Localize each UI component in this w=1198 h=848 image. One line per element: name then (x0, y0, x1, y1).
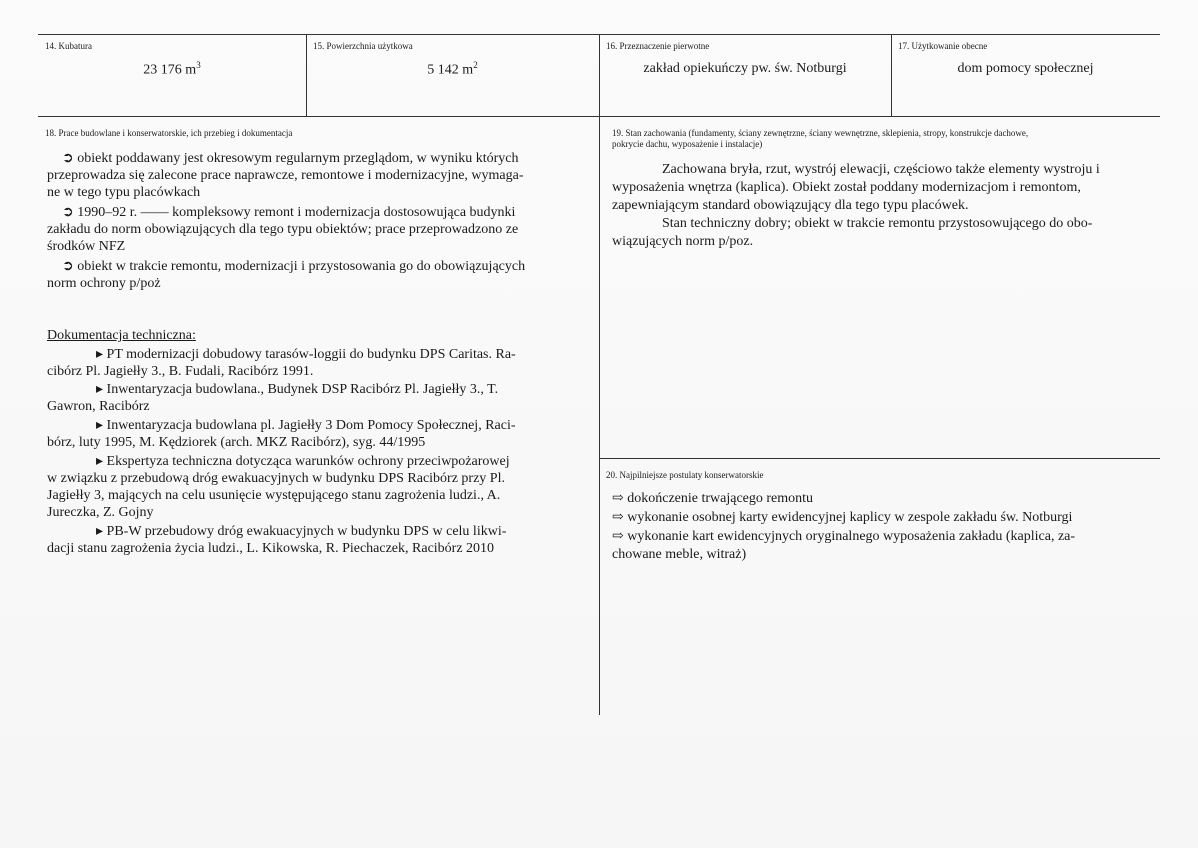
przeznaczenie-value: zakład opiekuńczy pw. św. Notburgi (643, 61, 847, 76)
section18-line: zakładu do norm obowiązujących dla tego typu obiektów; prace przeprowadzono ze (47, 222, 519, 237)
section20-line: chowane meble, witraż) (612, 547, 747, 562)
powierzchnia-label: 15. Powierzchnia użytkowa (313, 41, 413, 51)
section18-line: ➲ 1990–92 r. —— kompleksowy remont i modernizacja dostosowująca budynki (62, 205, 516, 220)
doc-line: dacji stanu zagrożenia życia ludzi., L. Kikowska, R. Piechaczek, Racibórz 2010 (47, 541, 495, 556)
section18-line: ➲ obiekt w trakcie remontu, modernizacji i przystosowania go do obowiązujących (62, 259, 526, 274)
section18-line: środków NFZ (47, 239, 126, 254)
doc-line: ▸ Ekspertyza techniczna dotycząca warunków ochrony przeciwpożarowej (96, 454, 510, 469)
section19-line: zapewniającym standard obowiązujący dla tego typu placówek. (612, 198, 969, 213)
przeznaczenie-label: 16. Przeznaczenie pierwotne (606, 41, 710, 51)
uzytkowanie-label: 17. Użytkowanie obecne (898, 41, 988, 51)
section20-line: ⇨ wykonanie kart ewidencyjnych oryginalnego wyposażenia zakładu (kaplica, za- (612, 529, 1076, 544)
section19-label-line2: pokrycie dachu, wyposażenie i instalacje) (612, 139, 763, 149)
uzytkowanie-value: dom pomocy społecznej (957, 61, 1094, 76)
doc-line: bórz, luty 1995, M. Kędziorek (arch. MKZ Racibórz), syg. 44/1995 (47, 435, 426, 450)
section18-line: norm ochrony p/poż (47, 276, 161, 291)
doc-line: Jureczka, Z. Gojny (47, 505, 154, 520)
doc-line: ▸ Inwentaryzacja budowlana., Budynek DSP Racibórz Pl. Jagiełły 3., T. (96, 382, 499, 397)
doc-line: ▸ PT modernizacji dobudowy tarasów-loggii do budynku DPS Caritas. Ra- (96, 347, 516, 362)
kubatura-label: 14. Kubatura (45, 41, 92, 51)
section19-line: wyposażenia wnętrza (kaplica). Obiekt został poddany modernizacjom i remontom, (612, 180, 1081, 195)
section18-line: ➲ obiekt poddawany jest okresowym regularnym przeglądom, w wyniku których (62, 151, 519, 166)
section19-bottom-rule (599, 458, 1160, 459)
doc-line: cibórz Pl. Jagiełły 3., B. Fudali, Racibórz 1991. (47, 364, 314, 379)
doc-line: ▸ Inwentaryzacja budowlana pl. Jagiełły 3 Dom Pomocy Społecznej, Raci- (96, 418, 516, 433)
section19-line: Stan techniczny dobry; obiekt w trakcie remontu przystosowującego do obo- (662, 216, 1093, 231)
doc-line: w związku z przebudową dróg ewakuacyjnych w budynku DPS Racibórz przy Pl. (47, 471, 505, 486)
section20-label: 20. Najpilniejsze postulaty konserwatorskie (606, 470, 764, 480)
kubatura-value (38, 60, 306, 79)
section18-label: 18. Prace budowlane i konserwatorskie, ich przebieg i dokumentacja (45, 128, 293, 138)
kubatura-exponent: 3 (196, 60, 201, 70)
section20-line: ⇨ wykonanie osobnej karty ewidencyjnej kaplicy w zespole zakładu św. Notburgi (612, 510, 1073, 525)
powierzchnia-exponent: 2 (473, 60, 478, 70)
powierzchnia-number: 5 142 m (427, 62, 474, 78)
section18-line: przeprowadza się zalecone prace naprawcze, remontowe i modernizacyjne, wymaga- (47, 168, 524, 183)
kubatura-number: 23 176 m (143, 62, 197, 78)
section20-line: ⇨ dokończenie trwającego remontu (612, 491, 814, 506)
doc-line: ▸ PB-W przebudowy dróg ewakuacyjnych w budynku DPS w celu likwi- (96, 524, 507, 539)
divider-16 (599, 34, 600, 715)
doc-heading: Dokumentacja techniczna: (47, 328, 196, 343)
section19-label-line1: 19. Stan zachowania (fundamenty, ściany zewnętrzne, ściany wewnętrzne, sklepienia, stropy, konstrukcje dachowe, (612, 128, 1029, 138)
section18-line: ne w tego typu placówkach (47, 185, 201, 200)
doc-line: Jagiełły 3, mających na celu usunięcie występującego stanu zagrożenia ludzi., A. (47, 488, 501, 503)
section19-line: wiązujących norm p/poz. (612, 234, 754, 249)
powierzchnia-value (306, 60, 599, 79)
doc-line: Gawron, Racibórz (47, 399, 150, 414)
section19-line: Zachowana bryła, rzut, wystrój elewacji, częściowo także elementy wystroju i (662, 162, 1100, 177)
